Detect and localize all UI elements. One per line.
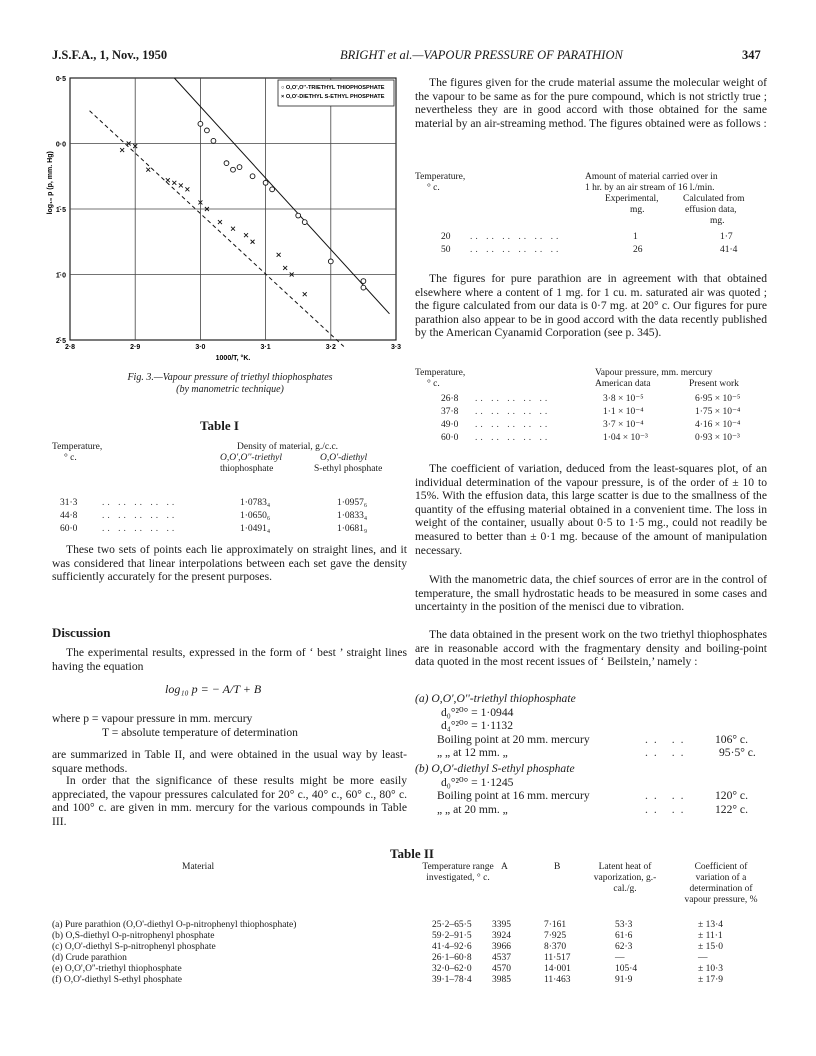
leader-dots: .. .. .. .. .. bbox=[102, 524, 178, 534]
leader-dots: .. .. .. .. .. bbox=[475, 407, 551, 417]
temp-range-cell: 25·2–65·5 bbox=[432, 920, 472, 930]
t2-h-b: B bbox=[554, 862, 561, 872]
experimental-cell: 26 bbox=[633, 245, 643, 255]
rt1-h-exp-unit: mg. bbox=[630, 205, 645, 215]
journal-ref: J.S.F.A., 1, Nov., 1950 bbox=[52, 48, 168, 62]
present-cell: 0·93 × 10⁻³ bbox=[695, 433, 740, 443]
rt1-h-calc2: effusion data, bbox=[685, 205, 737, 215]
b-cell: 11·463 bbox=[544, 975, 571, 985]
figure-3 bbox=[40, 70, 410, 370]
data-point-cross bbox=[244, 233, 248, 237]
american-cell: 3·7 × 10⁻⁴ bbox=[603, 420, 644, 430]
data-point-cross bbox=[283, 266, 287, 270]
vapour-pressure-chart bbox=[40, 70, 410, 370]
data-point-circle bbox=[211, 138, 216, 143]
latent-cell: 62·3 bbox=[615, 942, 633, 952]
y-tick-label: 2̄·5 bbox=[55, 338, 66, 345]
right-para4: With the manometric data, the chief sources of error are in the control of temperature, the small hydrostatic heads to be measured in some cases and uncertainty in the position of the menisci due to vibration. bbox=[415, 573, 767, 614]
where-t: T = absolute temperature of determination bbox=[102, 725, 298, 739]
rt2-h-american: American data bbox=[595, 379, 651, 389]
t2-h-coef: Coefficient of variation of a determination of vapour pressure, % bbox=[684, 862, 758, 905]
latent-cell: 91·9 bbox=[615, 975, 633, 985]
table-row bbox=[52, 953, 768, 964]
american-cell: 3·8 × 10⁻⁵ bbox=[603, 394, 644, 404]
rt1-h-temp: Temperature, bbox=[415, 172, 466, 182]
coef-cell: ± 17·9 bbox=[698, 975, 724, 985]
temp-cell: 44·8 bbox=[60, 511, 78, 521]
data-point-cross bbox=[172, 181, 176, 185]
y-axis-label: log₁₀ p (p, mm. Hg) bbox=[47, 151, 54, 215]
temp-cell: 20 bbox=[441, 232, 451, 242]
density-b-cell: 1·0957₆ bbox=[337, 498, 368, 508]
fit-line bbox=[90, 111, 344, 347]
t1-h-col2: O,O',O''-triethyl bbox=[220, 453, 283, 463]
material-cell: (a) Pure parathion (O,O'-diethyl O-p-nitrophenyl thiophosphate) bbox=[52, 920, 297, 930]
temp-range-cell: 39·1–78·4 bbox=[432, 975, 472, 985]
x-tick-label: 3·2 bbox=[325, 344, 336, 351]
compound-b-bp2: „ „ at 20 mm. „ .. .. 122° c. bbox=[437, 802, 748, 816]
leader-dots: .. .. .. .. .. .. bbox=[470, 245, 562, 255]
equation-text: log₁₀ p = − A/T + B bbox=[165, 682, 262, 696]
t2-h-a: A bbox=[501, 862, 508, 872]
table-row bbox=[415, 394, 767, 407]
data-point-circle bbox=[198, 121, 203, 126]
b-cell: 7·161 bbox=[544, 920, 567, 930]
table-row bbox=[52, 524, 407, 537]
data-point-circle bbox=[205, 128, 210, 133]
data-point-cross bbox=[251, 240, 255, 244]
temp-cell: 31·3 bbox=[60, 498, 78, 508]
rt1-h-span1: Amount of material carried over in bbox=[585, 172, 718, 182]
rt1-h-span2: 1 hr. by an air stream of 16 l./min. bbox=[585, 183, 715, 193]
left-para4: In order that the significance of these results might be more easily appreciated, the vapour pressures calculated for 20° c., 40° c., 60° c., 80° c. and 100° c. are given in mm. mercury for the various compounds in Table III. bbox=[52, 774, 407, 828]
material-cell: (f) O,O'-diethyl S-ethyl phosphate bbox=[52, 975, 182, 985]
a-cell: 3966 bbox=[492, 942, 511, 952]
a-cell: 4537 bbox=[492, 953, 511, 963]
b-cell: 8·370 bbox=[544, 942, 567, 952]
y-tick-label: 0·5 bbox=[55, 76, 66, 83]
table-row bbox=[52, 942, 768, 953]
table2-rows bbox=[52, 920, 768, 986]
temp-cell: 37·8 bbox=[441, 407, 459, 417]
rt1-h-temp-unit: ° c. bbox=[427, 183, 440, 193]
american-cell: 1·04 × 10⁻³ bbox=[603, 433, 648, 443]
leader-dots: .. .. .. .. .. bbox=[475, 433, 551, 443]
table-row bbox=[415, 420, 767, 433]
table-row bbox=[52, 931, 768, 942]
rt1-h-exp: Experimental, bbox=[605, 194, 659, 204]
data-point-circle bbox=[270, 187, 275, 192]
b-cell: 7·925 bbox=[544, 931, 567, 941]
data-point-circle bbox=[296, 213, 301, 218]
air-stream-rows bbox=[415, 232, 767, 258]
calculated-cell: 1·7 bbox=[720, 232, 733, 242]
table-row bbox=[415, 433, 767, 446]
page-number: 347 bbox=[742, 48, 761, 62]
right-para2: The figures for pure parathion are in agreement with that obtained elsewhere where a content of 1 mg. for 1 cu. m. saturated air was quoted ; the figure calculated from our data is 0·7 mg. at 20° c. Our figures for pure parathion also appear to be in good accord with the data recently published by the American Cyanamid Corporation (see p. 345). bbox=[415, 272, 767, 340]
coef-cell: ± 15·0 bbox=[698, 942, 724, 952]
x-tick-label: 3·1 bbox=[260, 344, 271, 351]
data-point-circle bbox=[237, 165, 242, 170]
x-axis-label: 1000/T, °K. bbox=[215, 355, 251, 362]
experimental-cell: 1 bbox=[633, 232, 638, 242]
compound-b-bp2-value: 122° c. bbox=[715, 802, 748, 816]
coef-cell: ± 10·3 bbox=[698, 964, 724, 974]
american-table bbox=[415, 368, 767, 450]
right-para3: The coefficient of variation, deduced from the least-squares plot, of an individual determination of the vapour pressure, is of the order of ± 10 to 15%. With the effusion data, this large scatter is due to the smallness of the quantity of the effusing material obtained in a convenient time. The loss in weight of the container, usually about 0·5 to 1·5 mg., could not readily be measured to better than ± 0·1 mg. because of the amount of manipulation necessary. bbox=[415, 462, 767, 557]
t1-h-density: Density of material, g./c.c. bbox=[237, 442, 339, 452]
data-point-cross bbox=[218, 220, 222, 224]
a-cell: 3985 bbox=[492, 975, 511, 985]
density-a-cell: 1·0650₆ bbox=[240, 511, 271, 521]
leader-dots: .. .. .. .. .. .. bbox=[470, 232, 562, 242]
present-cell: 4·16 × 10⁻⁴ bbox=[695, 420, 741, 430]
x-tick-label: 2·9 bbox=[130, 344, 141, 351]
temp-range-cell: 26·1–60·8 bbox=[432, 953, 472, 963]
data-point-circle bbox=[231, 167, 236, 172]
table1-rows bbox=[52, 498, 407, 537]
fit-line bbox=[174, 78, 389, 314]
data-point-cross bbox=[166, 178, 170, 182]
x-tick-label: 2·8 bbox=[64, 344, 76, 351]
data-point-cross bbox=[120, 148, 124, 152]
data-point-circle bbox=[250, 174, 255, 179]
legend-box bbox=[278, 80, 394, 106]
compound-b-bp1: Boiling point at 16 mm. mercury .. .. 120° c. bbox=[437, 789, 748, 803]
temp-cell: 26·8 bbox=[441, 394, 459, 404]
material-cell: (b) O,S-diethyl O-p-nitrophenyl phosphate bbox=[52, 931, 215, 941]
air-stream-table bbox=[415, 172, 767, 264]
data-point-circle bbox=[361, 279, 366, 284]
running-title: BRIGHT et al.—VAPOUR PRESSURE OF PARATHION bbox=[340, 48, 623, 62]
compound-a-bp1-value: 106° c. bbox=[715, 732, 748, 746]
data-point-circle bbox=[263, 180, 268, 185]
american-rows bbox=[415, 394, 767, 446]
coef-cell: ± 13·4 bbox=[698, 920, 724, 930]
present-cell: 6·95 × 10⁻⁵ bbox=[695, 394, 741, 404]
t1-h-temp-unit: ° c. bbox=[64, 453, 77, 463]
rt1-h-calc: Calculated from bbox=[683, 194, 745, 204]
compound-b-label: (b) O,O'-diethyl S-ethyl phosphate bbox=[415, 761, 575, 775]
leader-dots: .. .. .. .. .. bbox=[102, 511, 178, 521]
discussion-heading: Discussion bbox=[52, 625, 111, 640]
data-point-cross bbox=[179, 183, 183, 187]
rt2-h-temp-unit: ° c. bbox=[427, 379, 440, 389]
table2-title: Table II bbox=[390, 846, 434, 861]
y-tick-label: 0·0 bbox=[55, 141, 66, 149]
left-para1: These two sets of points each lie approximately on straight lines, and it was considered that linear interpolations between each set gave the density sufficiently accurately for the present purposes. bbox=[52, 543, 407, 584]
compound-a-bp1: Boiling point at 20 mm. mercury .. .. 106° c. bbox=[437, 732, 748, 746]
coef-cell: ± 11·1 bbox=[698, 931, 723, 941]
data-point-cross bbox=[277, 253, 281, 257]
table1-title: Table I bbox=[200, 418, 239, 433]
compound-a-d1: d₀°²⁰° = 1·0944 bbox=[441, 705, 514, 719]
data-point-circle bbox=[302, 220, 307, 225]
temp-cell: 60·0 bbox=[441, 433, 459, 443]
data-point-cross bbox=[146, 168, 150, 172]
compound-a-bp2-value: 95·5° c. bbox=[719, 746, 756, 760]
density-a-cell: 1·0783₄ bbox=[240, 498, 271, 508]
data-point-circle bbox=[224, 161, 229, 166]
temp-range-cell: 59·2–91·5 bbox=[432, 931, 472, 941]
caption-line2: (by manometric technique) bbox=[176, 384, 284, 395]
rt2-h-span: Vapour pressure, mm. mercury bbox=[595, 368, 713, 378]
y-tick-label: 1̄·5 bbox=[55, 207, 66, 214]
table-row bbox=[415, 232, 767, 245]
table-row bbox=[52, 498, 407, 511]
t1-h-col3: O,O'-diethyl bbox=[320, 453, 368, 463]
figure-caption bbox=[60, 372, 400, 396]
compound-a-bp2: „ „ at 12 mm. „ .. .. 95·5° c. bbox=[437, 746, 756, 760]
table-row bbox=[52, 920, 768, 931]
compound-b-d1: d₀°²⁰° = 1·1245 bbox=[441, 775, 514, 789]
where-p: where p = vapour pressure in mm. mercury bbox=[52, 712, 253, 725]
y-tick-label: 1̄·0 bbox=[55, 272, 66, 280]
temp-range-cell: 32·0–62·0 bbox=[432, 964, 472, 974]
material-cell: (d) Crude parathion bbox=[52, 953, 127, 963]
leader-dots: .. .. .. .. .. bbox=[475, 420, 551, 430]
legend-entry: ○ O,O',O''-TRIETHYL THIOPHOSPHATE bbox=[281, 85, 385, 91]
temp-cell: 49·0 bbox=[441, 420, 459, 430]
data-point-circle bbox=[361, 285, 366, 290]
leader-dots: .. .. .. .. .. bbox=[475, 394, 551, 404]
caption-line1: Fig. 3.—Vapour pressure of triethyl thiophosphates bbox=[127, 372, 333, 383]
b-cell: 11·517 bbox=[544, 953, 571, 963]
density-a-cell: 1·0491₄ bbox=[240, 524, 271, 534]
a-cell: 4570 bbox=[492, 964, 511, 974]
data-point-circle bbox=[328, 259, 333, 264]
material-cell: (e) O,O',O''-triethyl thiophosphate bbox=[52, 964, 182, 974]
table-row bbox=[52, 511, 407, 524]
t1-h-col2b: thiophosphate bbox=[220, 464, 274, 474]
t2-h-material: Material bbox=[182, 862, 215, 872]
table1 bbox=[52, 442, 407, 537]
a-cell: 3924 bbox=[492, 931, 511, 941]
t1-h-col3b: S-ethyl phosphate bbox=[314, 464, 383, 474]
compound-a-d2: d₄°²⁰° = 1·1132 bbox=[441, 719, 513, 733]
compound-b-bp1-value: 120° c. bbox=[715, 789, 748, 803]
rt1-h-calc3: mg. bbox=[710, 216, 725, 226]
a-cell: 3395 bbox=[492, 920, 511, 930]
data-point-cross bbox=[303, 292, 307, 296]
table-row bbox=[52, 964, 768, 975]
table-row bbox=[415, 245, 767, 258]
equation bbox=[165, 682, 261, 697]
density-b-cell: 1·0681₉ bbox=[337, 524, 368, 534]
left-para3: are summarized in Table II, and were obtained in the usual way by least-square methods. bbox=[52, 748, 407, 775]
leader-dots: .. .. .. .. .. bbox=[102, 498, 178, 508]
data-point-cross bbox=[185, 187, 189, 191]
x-tick-label: 3·3 bbox=[390, 344, 402, 351]
t1-h-temp: Temperature, bbox=[52, 442, 103, 452]
latent-cell: — bbox=[615, 953, 625, 963]
temp-range-cell: 41·4–92·6 bbox=[432, 942, 472, 952]
rt2-h-present: Present work bbox=[689, 379, 739, 389]
american-cell: 1·1 × 10⁻⁴ bbox=[603, 407, 644, 417]
latent-cell: 61·6 bbox=[615, 931, 633, 941]
b-cell: 14·001 bbox=[544, 964, 571, 974]
data-point-cross bbox=[231, 227, 235, 231]
legend-entry: × O,O'-DIETHYL S-ETHYL PHOSPHATE bbox=[281, 94, 385, 100]
calculated-cell: 41·4 bbox=[720, 245, 738, 255]
table-row bbox=[52, 975, 768, 986]
beilstein-data bbox=[415, 692, 767, 816]
where-block bbox=[52, 712, 407, 739]
temp-cell: 50 bbox=[441, 245, 451, 255]
density-b-cell: 1·0833₄ bbox=[337, 511, 368, 521]
coef-cell: — bbox=[698, 953, 708, 963]
present-cell: 1·75 × 10⁻⁴ bbox=[695, 407, 741, 417]
table-row bbox=[415, 407, 767, 420]
compound-a-label: (a) O,O',O''-triethyl thiophosphate bbox=[415, 692, 576, 705]
right-para5: The data obtained in the present work on the two triethyl thiophosphates are in reasonable accord with the fragmentary density and boiling-point data quoted in the most recent issues of ‘ Beilstein,’ namely : bbox=[415, 628, 767, 669]
rt2-h-temp: Temperature, bbox=[415, 368, 466, 378]
temp-cell: 60·0 bbox=[60, 524, 78, 534]
right-para1: The figures given for the crude material assume the molecular weight of the vapour to be same as for the pure compound, which is not strictly true ; nevertheless they are in good accord with those obtained for the same material by an air-streaming method. The figures obtained were as follows : bbox=[415, 76, 767, 130]
latent-cell: 53·3 bbox=[615, 920, 633, 930]
x-tick-label: 3·0 bbox=[195, 344, 206, 351]
t2-h-temp: Temperature range investigated, ° c. bbox=[422, 862, 494, 883]
table2 bbox=[52, 862, 768, 992]
material-cell: (c) O,O'-diethyl S-p-nitrophenyl phosphate bbox=[52, 942, 216, 952]
latent-cell: 105·4 bbox=[615, 964, 638, 974]
left-para2: The experimental results, expressed in the form of ‘ best ’ straight lines having the equation bbox=[52, 646, 407, 673]
t2-h-latent: Latent heat of vaporization, g.-cal./g. bbox=[593, 862, 657, 894]
